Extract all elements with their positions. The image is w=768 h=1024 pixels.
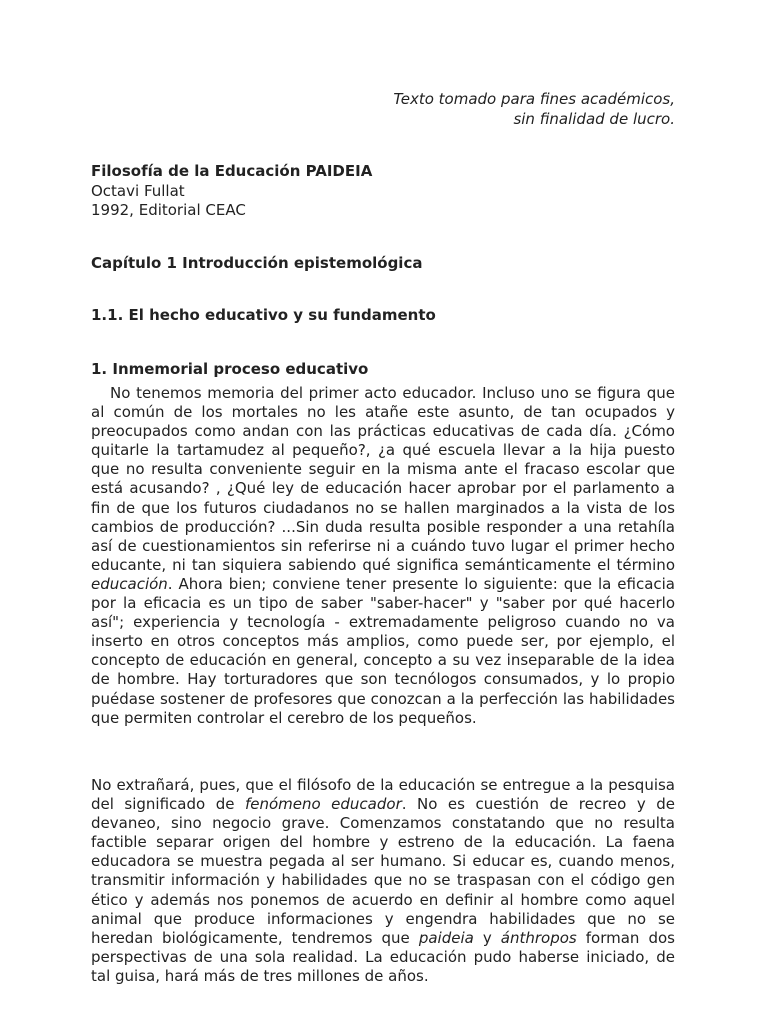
disclaimer-line-1: Texto tomado para fines académicos,	[393, 90, 675, 108]
book-title: Filosofía de la Educación PAIDEIA	[91, 162, 373, 180]
paragraph-1-text-a: No tenemos memoria del primer acto educador. Incluso uno se figura que al común de los mortales no les atañe este asunto, de tan ocupados y preocupados como andan con las prácticas educativas de cada día. ¿Cómo quitarle la tartamudez al pequeño?, ¿a qué escuela llevar a la hija puesto que no resulta conveniente seguir en la misma ante el fracaso escolar que está acusando? , ¿Qué ley de educación hacer aprobar por el parlamento a fin de que los futuros ciudadanos no se hallen marginados a la vista de los cambios de producción? ...Sin duda resulta posible responder a una retahíla así de cuestionamientos sin referirse ni a cuándo tuvo lugar el primer hecho educante, ni tan siquiera sabiendo qué significa semánticamente el término	[91, 384, 675, 574]
book-edition: 1992, Editorial CEAC	[91, 201, 246, 219]
paragraph-1-italic-term: educación	[91, 574, 168, 593]
paragraph-2-italic-term-2: paideia	[418, 928, 474, 947]
book-author: Octavi Fullat	[91, 181, 185, 200]
chapter-heading: Capítulo 1 Introducción epistemológica	[91, 254, 423, 272]
paragraph-1-text-b: . Ahora bien; conviene tener presente lo siguiente: que la eficacia por la eficacia es un tipo de saber "saber-hacer" y "saber por qué hacerlo así"; experiencia y tecnología - extremadamente peligroso cuando no va inserto en otros conceptos más amplios, como puede ser, por ejemplo, el concepto de educación en general, concepto a su vez inseparable de la idea de hombre. Hay torturadores que son tecnólogos consumados, y lo propio puédase sostener de profesores que conozcan a la perfección las habilidades que permiten controlar el cerebro de los pequeños.	[91, 574, 675, 727]
paragraph-1	[91, 384, 675, 728]
subsection-heading: 1. Inmemorial proceso educativo	[91, 360, 369, 378]
section-heading: 1.1. El hecho educativo y su fundamento	[91, 306, 436, 324]
paragraph-2-text-a: No extrañará, pues, que el filósofo de la educación se entregue a la pesquisa del significado de	[91, 776, 675, 814]
paragraph-2	[91, 776, 675, 986]
paragraph-2-text-c: y	[473, 928, 501, 947]
paragraph-2-italic-term-3: ánthropos	[500, 928, 577, 947]
paragraph-2-text-b: . No es cuestión de recreo y de devaneo, sino negocio grave. Comenzamos constatando que no resulta factible separar origen del hombre y estreno de la educación. La faena educadora se muestra pegada al ser humano. Si educar es, cuando menos, transmitir información y habilidades que no se traspasan con el código gen ético y además nos ponemos de acuerdo en definir al hombre como aquel animal que produce informaciones y engendra habilidades que no se heredan biológicamente, tendremos que	[91, 795, 675, 947]
paragraph-2-text-d: forman dos perspectivas de una sola realidad. La educación pudo haberse iniciado, de tal guisa, hará más de tres millones de años.	[91, 928, 675, 985]
paragraph-2-italic-term-1: fenómeno educador	[244, 795, 402, 814]
book-info	[91, 162, 675, 221]
disclaimer-line-2: sin finalidad de lucro.	[513, 109, 675, 128]
disclaimer-note	[91, 90, 675, 129]
